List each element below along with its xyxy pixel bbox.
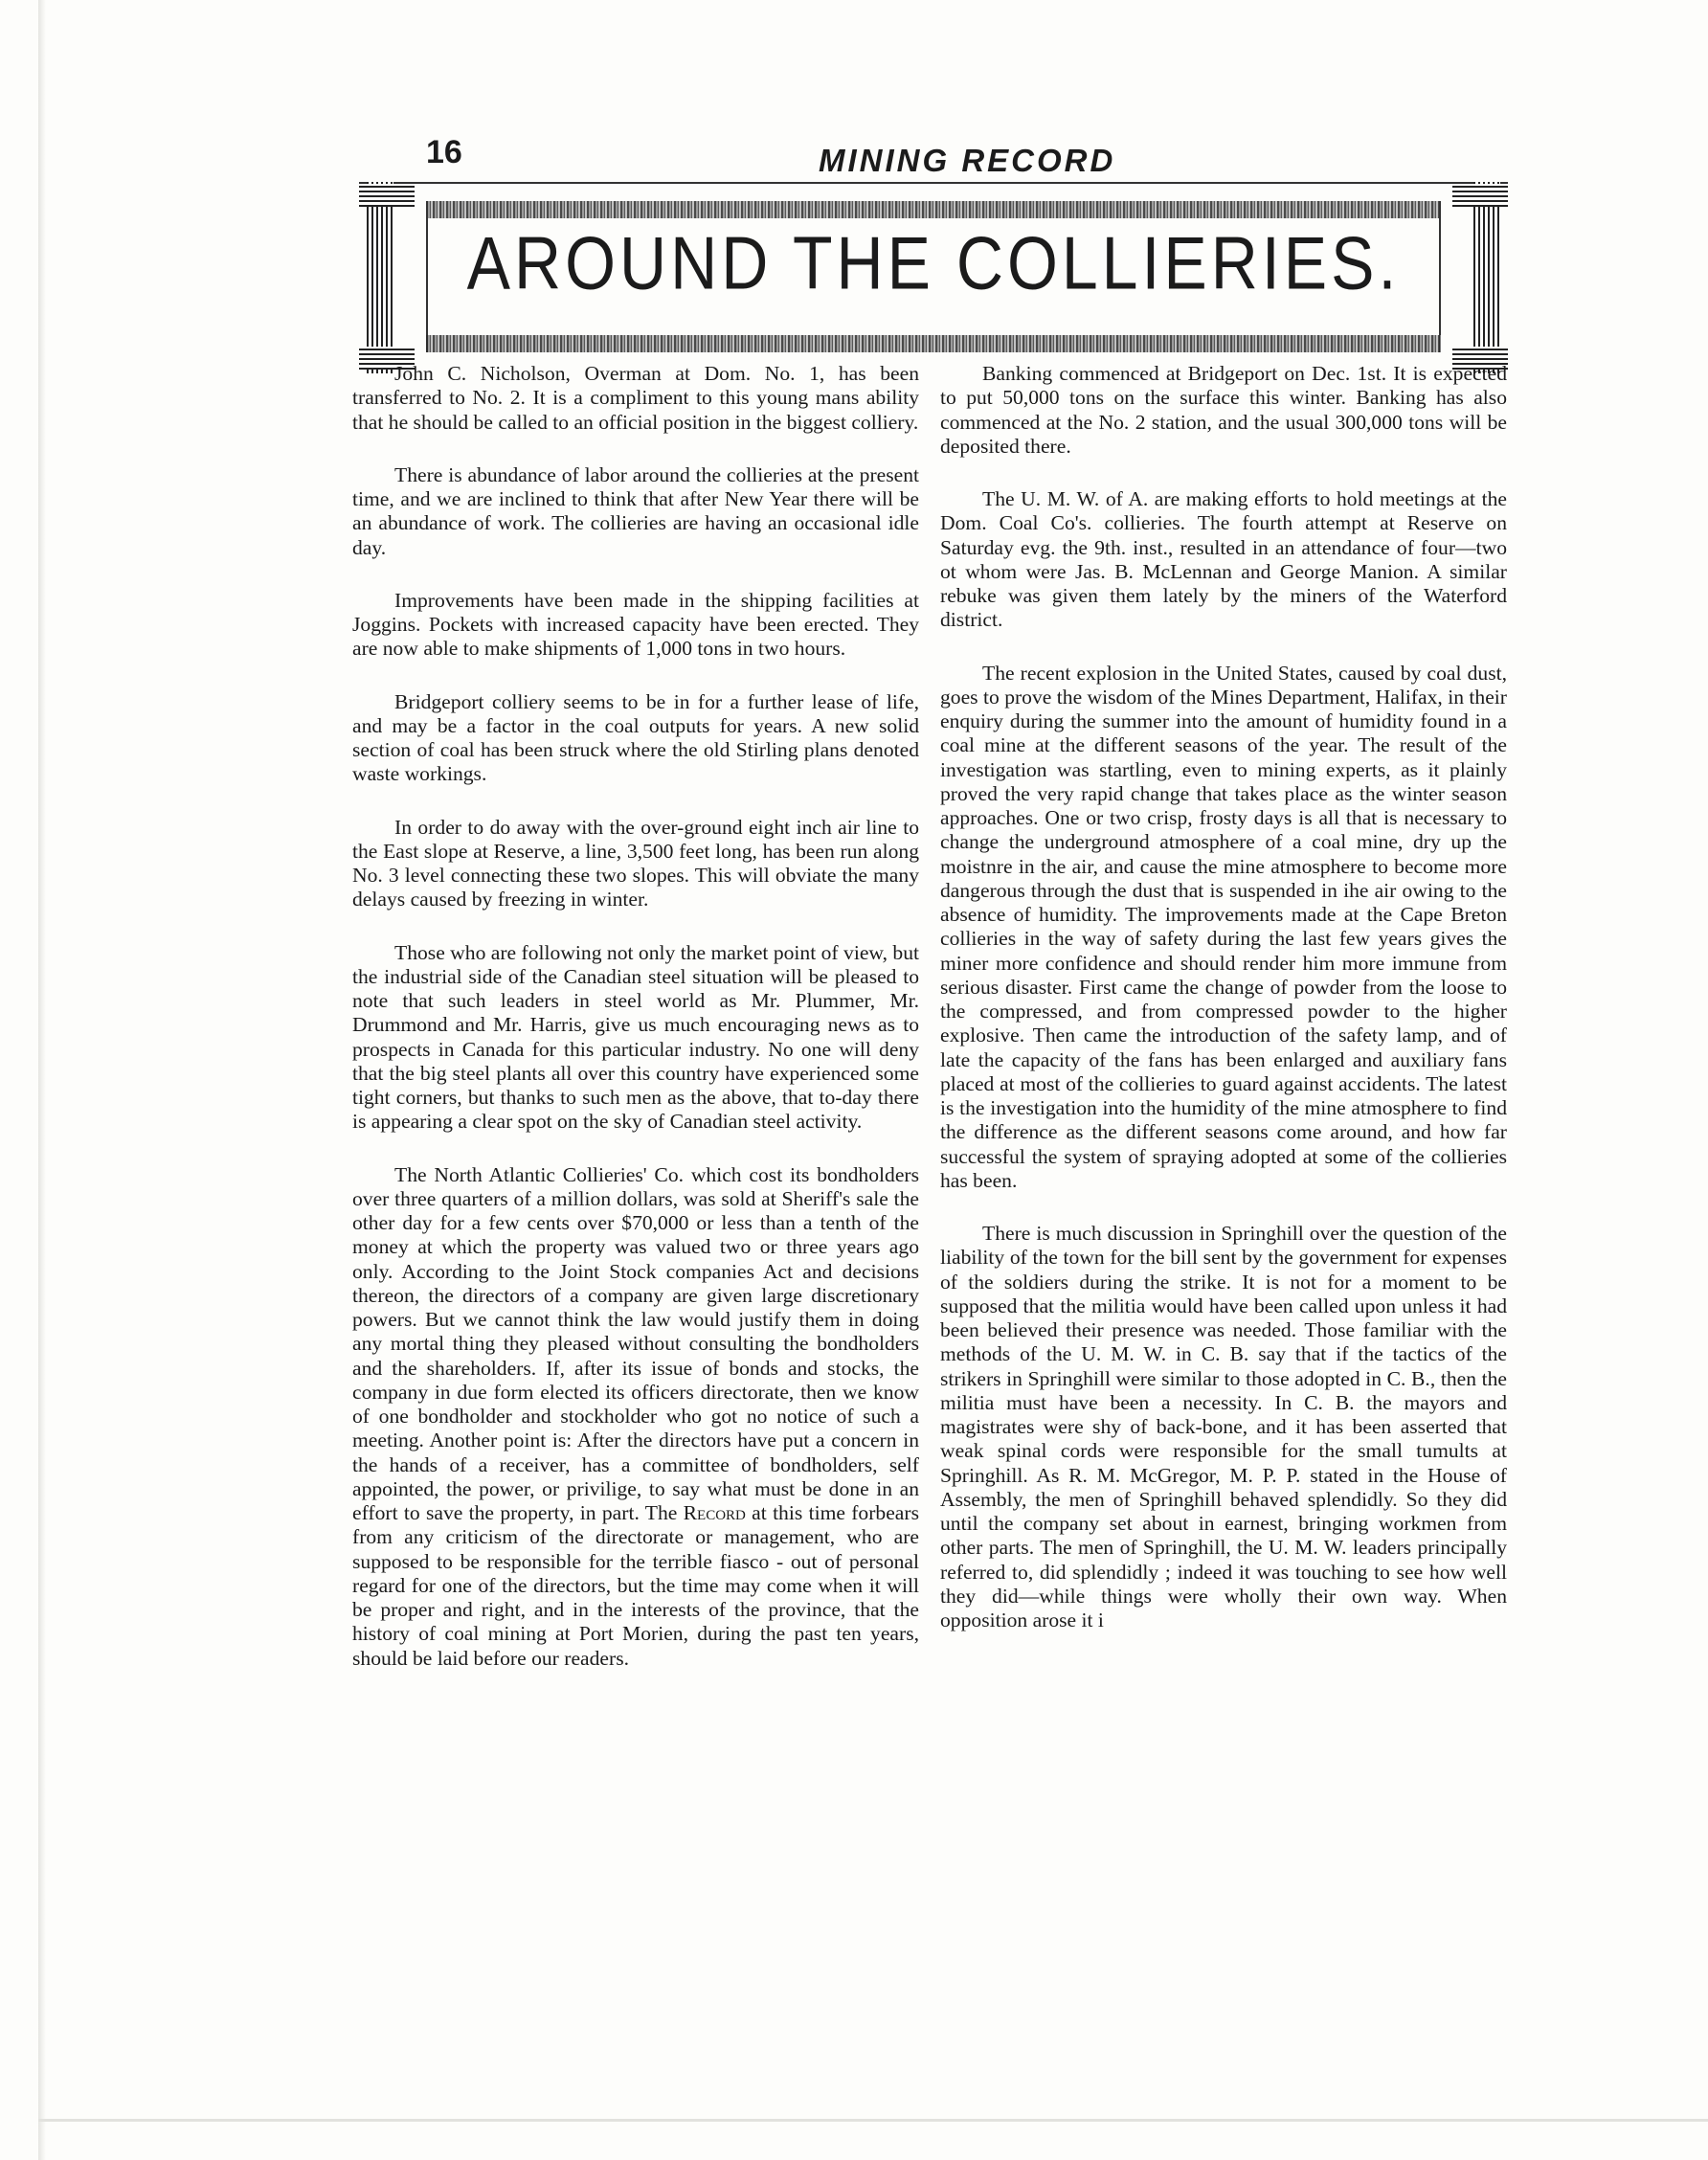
paragraph-text: The North Atlantic Collieries' Co. which cost its bondholders over three quarters of a million dollars, was sold at Sheriff's sale the other day for a few cents over $70,000 or less than a tenth of the money at which the property was valued two or three years ago only. According to the Joint Stock companies Act and decisions thereon, the directors of a company are given large discretionary powers. But we cannot think the law would justify them in doing any mortal thing they pleased without consulting the bondholders and the shareholders. If, after its issue of bonds and stocks, the company in due form elected its officers directorate, then we know of one bondholder and stockholder who got no notice of such a meeting. Another point is: After the directors have put a concern in the hands of a receiver, has a committee of bondholders, self appointed, the power, or privilige, to say what must be done in an effort to save the property, in part. The <box>352 1162 919 1524</box>
article-paragraph: Those who are following not only the market point of view, but the industrial side of the Canadian steel situation will be pleased to note that such leaders in steel world as Mr. Plummer, Mr. Drummond and Mr. Harris, give us much encouraging news as to prospects in Canada for this particular industry. No one will deny that the big steel plants all over this country have experienced some tight corners, but thanks to such men as the above, that to-day there is appearing a clear spot on the sky of Canadian steel activity. <box>352 940 919 1134</box>
paragraph-text: at this time forbears from any criticism of the directorate or management, who are supposed to be responsible for the terrible fiasco - out of personal regard for one of the directors, but the time may come when it will be proper and right, and in the interests of the province, that the history of coal mining at Port Morien, during the past ten years, should be laid before our readers. <box>352 1501 919 1670</box>
article-paragraph: Banking commenced at Bridgeport on Dec. 1st. It is expected to put 50,000 tons on the surface this winter. Banking has also commenced at the No. 2 station, and the usual 300,000 tons will be deposited there. <box>940 362 1507 458</box>
journal-title: MINING RECORD <box>819 143 1116 178</box>
right-column <box>940 362 1507 1661</box>
page-bottom-edge <box>38 2119 1708 2122</box>
article-paragraph: John C. Nicholson, Overman at Dom. No. 1, has been transferred to No. 2. It is a compliment to this young mans ability that he should be called to an official position in the biggest colliery. <box>352 362 919 434</box>
article-paragraph: There is much discussion in Springhill over the question of the liability of the town for the bill sent by the government for expenses of the soldiers during the strike. It is not for a moment to be supposed that the militia would have been called upon unless it had been believed their presence was needed. Those familiar with the methods of the U. M. W. in C. B. say that if the tactics of the strikers in Springhill were similar to those adopted in C. B., then the militia must have been a necessity. In C. B. the mayors and magistrates were shy of back-bone, and it has been asserted that weak spinal cords were responsible for the small tumults at Springhill. As R. M. McGregor, M. P. P. stated in the House of Assembly, the men of Springhill behaved splendidly. So they did until the company set about in earnest, bringing workmen from other parts. The men of Springhill, the U. M. W. leaders principally referred to, did splendidly ; indeed it was touching to see how well they did—while things were wholly their own way. When opposition arose it i <box>940 1222 1507 1631</box>
record-name: Record <box>683 1501 746 1524</box>
banner-corner-ornament <box>359 184 415 207</box>
banner-bottom-bar <box>426 335 1441 352</box>
page-header <box>359 134 1508 188</box>
article-paragraph: The recent explosion in the United States, caused by coal dust, goes to prove the wisdom of the Mines Department, Halifax, in their enquiry during the summer into the amount of humidity found in a coal mine at the different seasons of the year. The result of the investigation was startling, even to mining experts, as it plainly proved the very rapid change that takes place as the winter season approaches. One or two crisp, frosty days is all that is necessary to change the underground atmosphere of a coal mine, dry up the moistnre in the air, and cause the mine atmosphere to become more dangerous through the dust that is suspended in ihe air owing to the absence of humidity. The improvements made at the Cape Breton collieries in the way of safety during the last few years gives the miner more confidence and should render him more immune from serious disaster. First came the change of powder from the loose to the compressed, and from compressed powder to the higher explosive. Then came the introduction of the safety lamp, and of late the capacity of the fans has been enlarged and auxiliary fans placed at most of the collieries to guard against accidents. The latest is the investigation into the humidity of the mine atmosphere to find the difference as the different seasons come around, and how far successful the system of spraying adopted at some of the collieries has been. <box>940 661 1507 1192</box>
article-paragraph <box>352 1163 919 1671</box>
section-banner <box>359 182 1508 373</box>
article-paragraph: Improvements have been made in the shipping facilities at Joggins. Pockets with increased capacity have been erected. They are now able to make shipments of 1,000 tons in two hours. <box>352 588 919 661</box>
article-paragraph: Bridgeport colliery seems to be in for a further lease of life, and may be a factor in the coal outputs for years. A new solid section of coal has been struck where the old Stirling plans denoted waste workings. <box>352 689 919 786</box>
left-column <box>352 362 919 1699</box>
article-paragraph: There is abundance of labor around the collieries at the present time, and we are inclined to think that after New Year there will be an abundance of work. The collieries are having an occasional idle day. <box>352 462 919 559</box>
banner-corner-ornament <box>1452 184 1508 207</box>
page-edge <box>38 0 46 2160</box>
page-number: 16 <box>426 134 462 170</box>
article-paragraph: The U. M. W. of A. are making efforts to hold meetings at the Dom. Coal Co's. collieries. The fourth attempt at Reserve on Saturday evg. the 9th. inst., resulted in an attendance of four—two ot whom were Jas. B. McLennan and George Manion. A similar rebuke was given them lately by the miners of the Waterford district. <box>940 487 1507 632</box>
section-title: AROUND THE COLLIERIES. <box>466 221 1401 305</box>
article-paragraph: In order to do away with the over-ground eight inch air line to the East slope at Reserve, a line, 3,500 feet long, has been run along No. 3 level connecting these two slopes. This will obviate the many delays caused by freezing in winter. <box>352 815 919 911</box>
